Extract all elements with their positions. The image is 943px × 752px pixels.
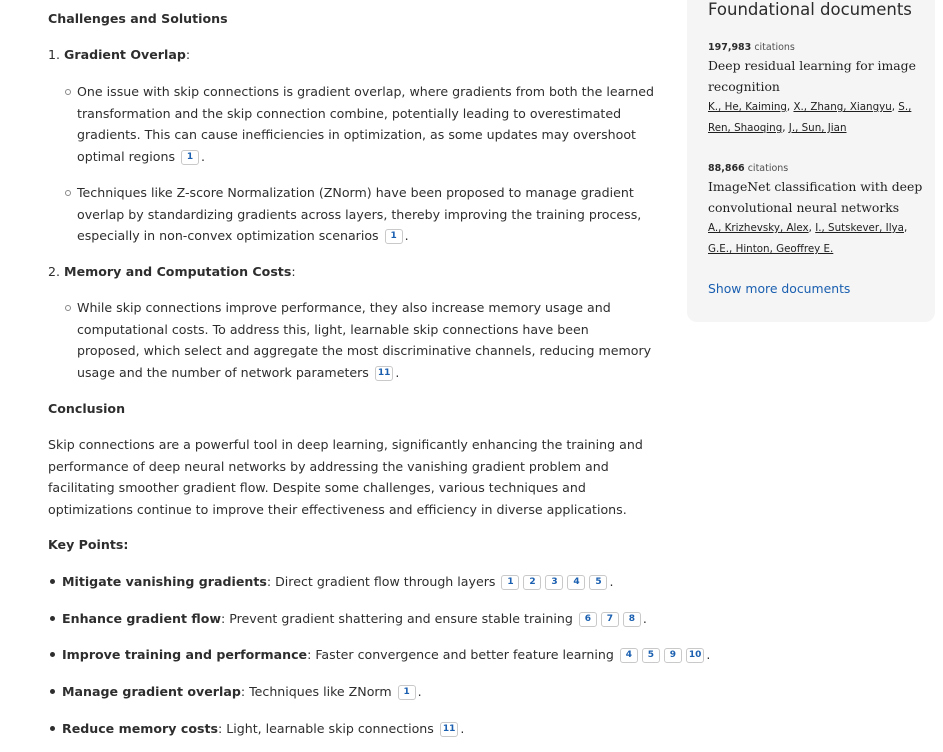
citation-count: 197,983 citations	[708, 42, 795, 53]
citation-ref[interactable]: 3	[545, 575, 563, 590]
citation-ref[interactable]: 5	[589, 575, 607, 590]
document-title-link[interactable]: ImageNet classification with deep convolutional neural networks	[708, 179, 923, 215]
conclusion-text: Skip connections are a powerful tool in deep learning, significantly enhancing the training and performance of deep neural networks by addressing the vanishing gradient problem and facilitating smoother gradient flow. Despite some challenges, various techniques and optimizations continue to improve their effectiveness and efficiency in diverse applications.	[48, 437, 643, 517]
author-link[interactable]: A., Krizhevsky, Alex	[708, 222, 809, 234]
key-point: Manage gradient overlap: Techniques like ZNorm 1 .	[62, 681, 662, 703]
document-card	[708, 42, 923, 139]
item-title: Memory and Computation Costs	[64, 264, 292, 279]
citation-ref[interactable]: 10	[686, 648, 705, 663]
author-list: K., He, Kaiming, X., Zhang, Xiangyu, S., Ren, Shaoqing, J., Sun, Jian	[708, 101, 912, 134]
item-number: 2.	[48, 264, 61, 279]
citation-ref[interactable]: 8	[623, 612, 641, 627]
citation-ref[interactable]: 4	[620, 648, 638, 663]
key-point: Reduce memory costs: Light, learnable skip connections 11 .	[62, 718, 662, 740]
citation-ref[interactable]: 5	[642, 648, 660, 663]
citation-ref[interactable]: 11	[375, 366, 394, 381]
foundational-documents-panel	[687, 0, 935, 322]
item-number: 1.	[48, 47, 61, 62]
citation-count: 88,866 citations	[708, 163, 789, 174]
citation-ref[interactable]: 1	[181, 150, 199, 165]
citation-ref[interactable]: 4	[567, 575, 585, 590]
panel-title: Foundational documents	[708, 0, 912, 19]
key-point: Improve training and performance: Faster convergence and better feature learning 4 5 9 10 .	[62, 644, 662, 666]
citation-ref[interactable]: 11	[440, 722, 459, 737]
citation-ref[interactable]: 1	[385, 229, 403, 244]
document-card	[708, 163, 923, 260]
document-title-link[interactable]: Deep residual learning for image recognition	[708, 58, 916, 94]
list-item: While skip connections improve performance, they also increase memory usage and computational costs. To address this, light, learnable skip connections have been proposed, which select and aggregate the most discriminative channels, reducing memory usage and the number of network parameters 11 .	[77, 297, 654, 383]
author-link[interactable]: J., Sun, Jian	[788, 122, 847, 134]
citation-ref[interactable]: 9	[664, 648, 682, 663]
citation-ref[interactable]: 7	[601, 612, 619, 627]
item-title: Gradient Overlap	[64, 47, 186, 62]
list-item: Techniques like Z-score Normalization (ZNorm) have been proposed to manage gradient overlap by standardizing gradients across layers, thereby improving the training process, especially in non-convex optimization scenarios 1 .	[77, 182, 654, 247]
conclusion-heading: Conclusion	[48, 401, 126, 416]
author-link[interactable]: S., Ren, Shaoqing	[708, 101, 912, 134]
key-point: Mitigate vanishing gradients: Direct gradient flow through layers 1 2 3 4 5 .	[62, 571, 662, 593]
author-list: A., Krizhevsky, Alex, I., Sutskever, Ilya, G.E., Hinton, Geoffrey E.	[708, 222, 908, 255]
author-link[interactable]: X., Zhang, Xiangyu	[793, 101, 892, 113]
challenges-heading: Challenges and Solutions	[48, 11, 228, 26]
citation-ref[interactable]: 2	[523, 575, 541, 590]
show-more-documents-link[interactable]: Show more documents	[708, 281, 851, 296]
author-link[interactable]: I., Sutskever, Ilya	[815, 222, 904, 234]
list-item: One issue with skip connections is gradient overlap, where gradients from both the learned transformation and the skip connection combine, potentially leading to overestimated gradients. This can cause inefficiencies in optimization, as some updates may overshoot optimal regions 1 .	[77, 81, 654, 167]
challenge-gradient-overlap: 1. Gradient Overlap:	[48, 47, 191, 62]
citation-ref[interactable]: 6	[579, 612, 597, 627]
author-link[interactable]: K., He, Kaiming	[708, 101, 787, 113]
challenge-memory-costs: 2. Memory and Computation Costs:	[48, 264, 296, 279]
author-link[interactable]: G.E., Hinton, Geoffrey E.	[708, 243, 834, 255]
key-points-heading: Key Points:	[48, 537, 129, 552]
citation-ref[interactable]: 1	[501, 575, 519, 590]
citation-ref[interactable]: 1	[398, 685, 416, 700]
key-point: Enhance gradient flow: Prevent gradient shattering and ensure stable training 6 7 8 .	[62, 608, 662, 630]
